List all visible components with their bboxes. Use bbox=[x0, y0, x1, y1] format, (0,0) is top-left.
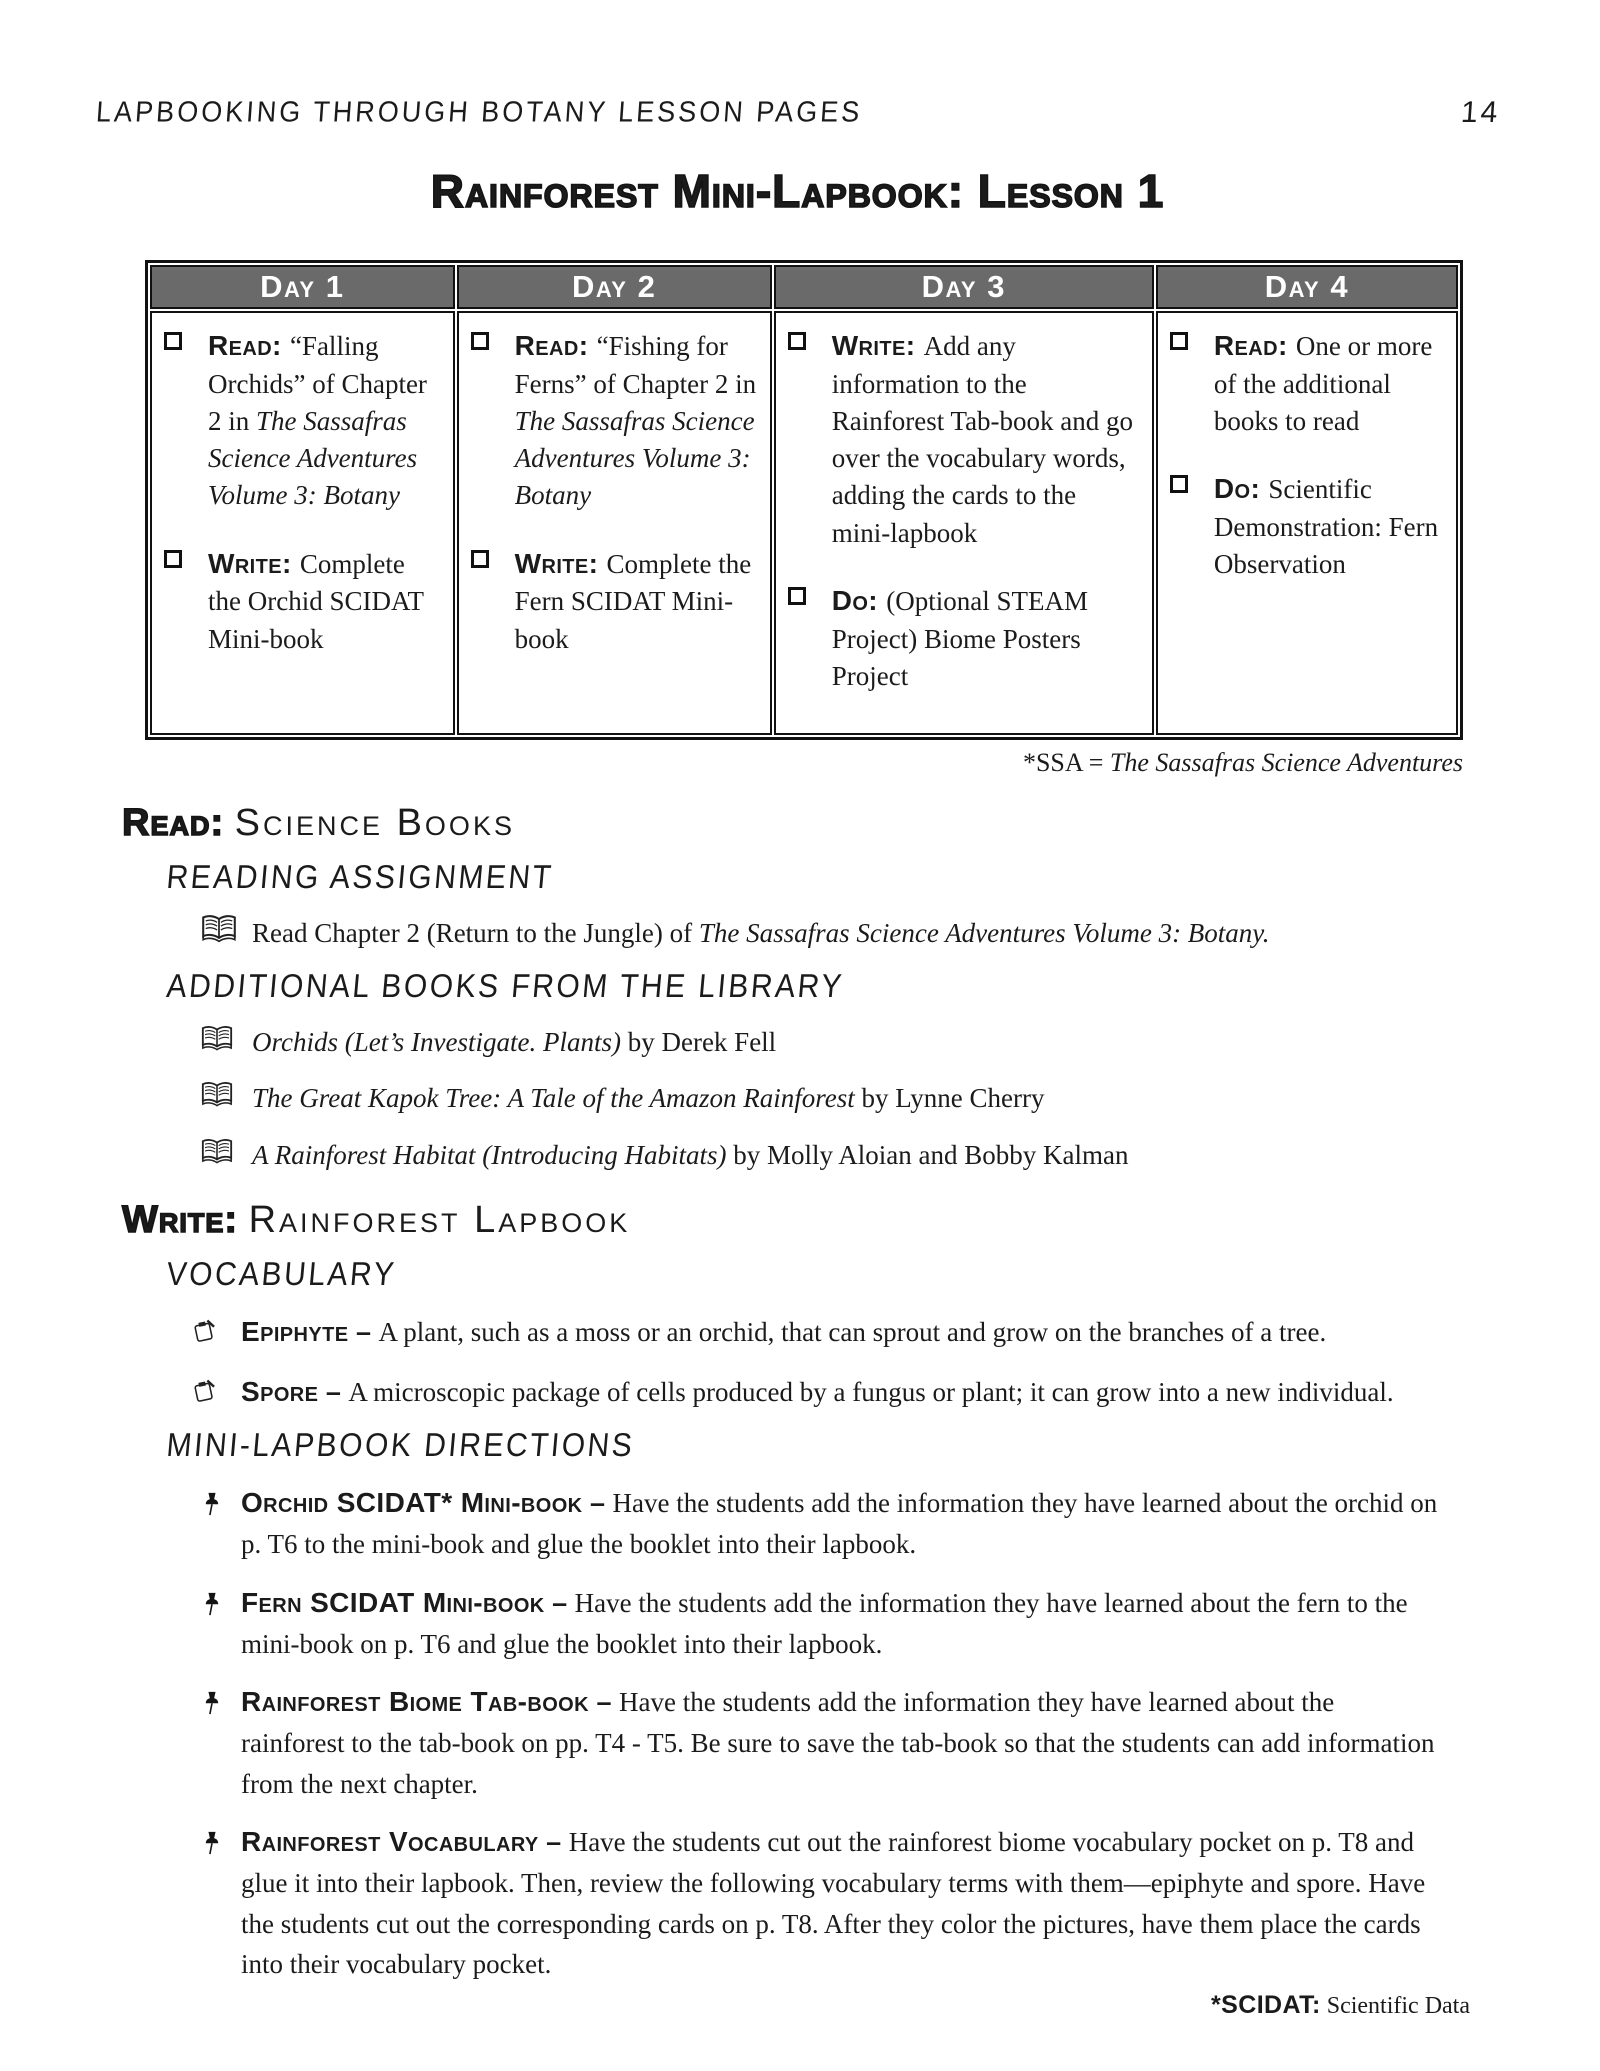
task-checkbox-icon bbox=[788, 587, 806, 605]
direction-item bbox=[203, 1582, 1438, 1665]
write-section bbox=[95, 1199, 1500, 2020]
direction-text: Fern SCIDAT Mini-book – Have the students add the information they have learned about the fern to the mini-book on p. T6 and glue the booklet into their lapbook. bbox=[241, 1586, 1408, 1659]
task-item bbox=[162, 327, 441, 515]
read-section-heading bbox=[122, 802, 1500, 845]
task-item bbox=[469, 545, 758, 658]
write-label: Write: bbox=[122, 1199, 239, 1241]
task-item bbox=[1168, 470, 1444, 583]
pushpin-icon bbox=[203, 1826, 221, 1867]
vocabulary-item bbox=[191, 1370, 1421, 1414]
schedule-body-row bbox=[150, 311, 1458, 735]
task-item bbox=[469, 327, 758, 515]
direction-text: Rainforest Vocabulary – Have the students cut out the rainforest biome vocabulary pocket on p. T8 and glue it into their lapbook. Then, review the following vocabulary terms with them—epiphyte and spore. Have the students cut out the corresponding cards on p. T8. After they color the pictures, have them place the cards into their vocabulary pocket. bbox=[241, 1826, 1426, 1980]
lesson-title: Rainforest Mini-Lapbook: Lesson 1 bbox=[430, 165, 1165, 217]
vocabulary-header: VOCABULARY bbox=[165, 1256, 398, 1293]
task-text: Read: “Fishing for Ferns” of Chapter 2 in The Sassafras Science Adventures Volume 3: Botany bbox=[514, 330, 757, 511]
read-label: Read: bbox=[122, 802, 225, 844]
day-4-cell bbox=[1156, 311, 1458, 735]
task-item bbox=[1168, 327, 1444, 440]
task-item bbox=[786, 327, 1140, 552]
direction-item bbox=[203, 1681, 1438, 1804]
direction-text: Orchid SCIDAT* Mini-book – Have the students add the information they have learned about the orchid on p. T6 to the mini-book and glue the booklet into their lapbook. bbox=[241, 1487, 1438, 1560]
task-checkbox-icon bbox=[1170, 475, 1188, 493]
library-book-text: The Great Kapok Tree: A Tale of the Amazon Rainforest by Lynne Cherry bbox=[252, 1083, 1045, 1113]
task-text: Write: Add any information to the Rainforest Tab-book and go over the vocabulary words, adding the cards to the mini-lapbook bbox=[831, 330, 1134, 548]
task-checkbox-icon bbox=[1170, 332, 1188, 350]
open-book-icon bbox=[200, 1023, 234, 1064]
day-1-header: Day 1 bbox=[150, 265, 455, 309]
reading-assignment-text: Read Chapter 2 (Return to the Jungle) of The Sassafras Science Adventures Volume 3: Botany. bbox=[252, 918, 1270, 948]
vocabulary-item bbox=[191, 1310, 1421, 1354]
running-header: LAPBOOKING THROUGH BOTANY LESSON PAGES bbox=[95, 95, 864, 128]
schedule-header-row bbox=[150, 265, 1458, 309]
library-book-item bbox=[200, 1135, 1440, 1176]
library-book-text: Orchids (Let’s Investigate. Plants) by Derek Fell bbox=[252, 1026, 777, 1057]
write-section-heading bbox=[122, 1199, 1500, 1242]
task-text: Write: Complete the Orchid SCIDAT Mini-book bbox=[208, 547, 424, 654]
open-book-icon bbox=[200, 1136, 234, 1177]
day-1-cell bbox=[150, 311, 455, 735]
open-book-icon bbox=[200, 914, 238, 956]
direction-text: Rainforest Biome Tab-book – Have the students add the information they have learned about the rainforest to the tab-book on pp. T4 - T5. Be sure to save the tab-book so that the students can add information from the next chapter. bbox=[241, 1686, 1435, 1799]
task-checkbox-icon bbox=[788, 332, 806, 350]
task-text: Do: Scientific Demonstration: Fern Observation bbox=[1213, 473, 1439, 579]
day-3-cell bbox=[774, 311, 1154, 735]
pushpin-icon bbox=[203, 1487, 221, 1528]
note-card-pencil-icon bbox=[191, 1374, 218, 1416]
read-section bbox=[95, 802, 1500, 1175]
schedule-table bbox=[145, 260, 1463, 740]
pushpin-icon bbox=[203, 1686, 221, 1727]
task-text: Read: One or more of the additional books to read bbox=[1213, 330, 1433, 436]
day-2-cell bbox=[457, 311, 772, 735]
mini-lapbook-directions-header: MINI-LAPBOOK DIRECTIONS bbox=[165, 1427, 636, 1465]
vocabulary-text: Spore – A microscopic package of cells produced by a fungus or plant; it can grow into a new individual. bbox=[241, 1375, 1394, 1407]
task-item bbox=[162, 545, 441, 658]
library-book-item bbox=[200, 1078, 1440, 1119]
direction-item bbox=[203, 1482, 1438, 1565]
open-book-icon bbox=[200, 1079, 234, 1120]
write-heading-rest: Rainforest Lapbook bbox=[248, 1199, 631, 1241]
pushpin-icon bbox=[203, 1587, 221, 1628]
task-text: Write: Complete the Fern SCIDAT Mini-book bbox=[514, 547, 752, 654]
task-checkbox-icon bbox=[164, 550, 182, 568]
task-text: Do: (Optional STEAM Project) Biome Posters Project bbox=[831, 584, 1088, 691]
day-3-header: Day 3 bbox=[774, 265, 1154, 309]
task-checkbox-icon bbox=[164, 332, 182, 350]
library-book-item bbox=[200, 1022, 1440, 1063]
read-heading-rest: Science Books bbox=[234, 802, 515, 844]
task-checkbox-icon bbox=[471, 332, 489, 350]
page-number: 14 bbox=[1459, 96, 1502, 129]
reading-assignment-header: READING ASSIGNMENT bbox=[165, 859, 555, 896]
note-card-pencil-icon bbox=[191, 1314, 218, 1356]
reading-assignment-item bbox=[200, 913, 1440, 954]
page-header bbox=[95, 96, 1500, 130]
task-item bbox=[786, 582, 1140, 695]
library-book-text: A Rainforest Habitat (Introducing Habitats) by Molly Aloian and Bobby Kalman bbox=[252, 1139, 1129, 1170]
direction-item bbox=[203, 1821, 1438, 1985]
ssa-footnote: *SSA = The Sassafras Science Adventures bbox=[1022, 748, 1463, 777]
day-4-header: Day 4 bbox=[1156, 265, 1458, 309]
vocabulary-text: Epiphyte – A plant, such as a moss or an orchid, that can sprout and grow on the branches of a tree. bbox=[241, 1316, 1327, 1347]
scidat-footnote: *SCIDAT: Scientific Data bbox=[1211, 1990, 1470, 2019]
additional-books-header: ADDITIONAL BOOKS FROM THE LIBRARY bbox=[165, 968, 846, 1005]
task-checkbox-icon bbox=[471, 550, 489, 568]
task-text: Read: “Falling Orchids” of Chapter 2 in The Sassafras Science Adventures Volume 3: Botany bbox=[208, 330, 427, 511]
day-2-header: Day 2 bbox=[457, 265, 772, 309]
